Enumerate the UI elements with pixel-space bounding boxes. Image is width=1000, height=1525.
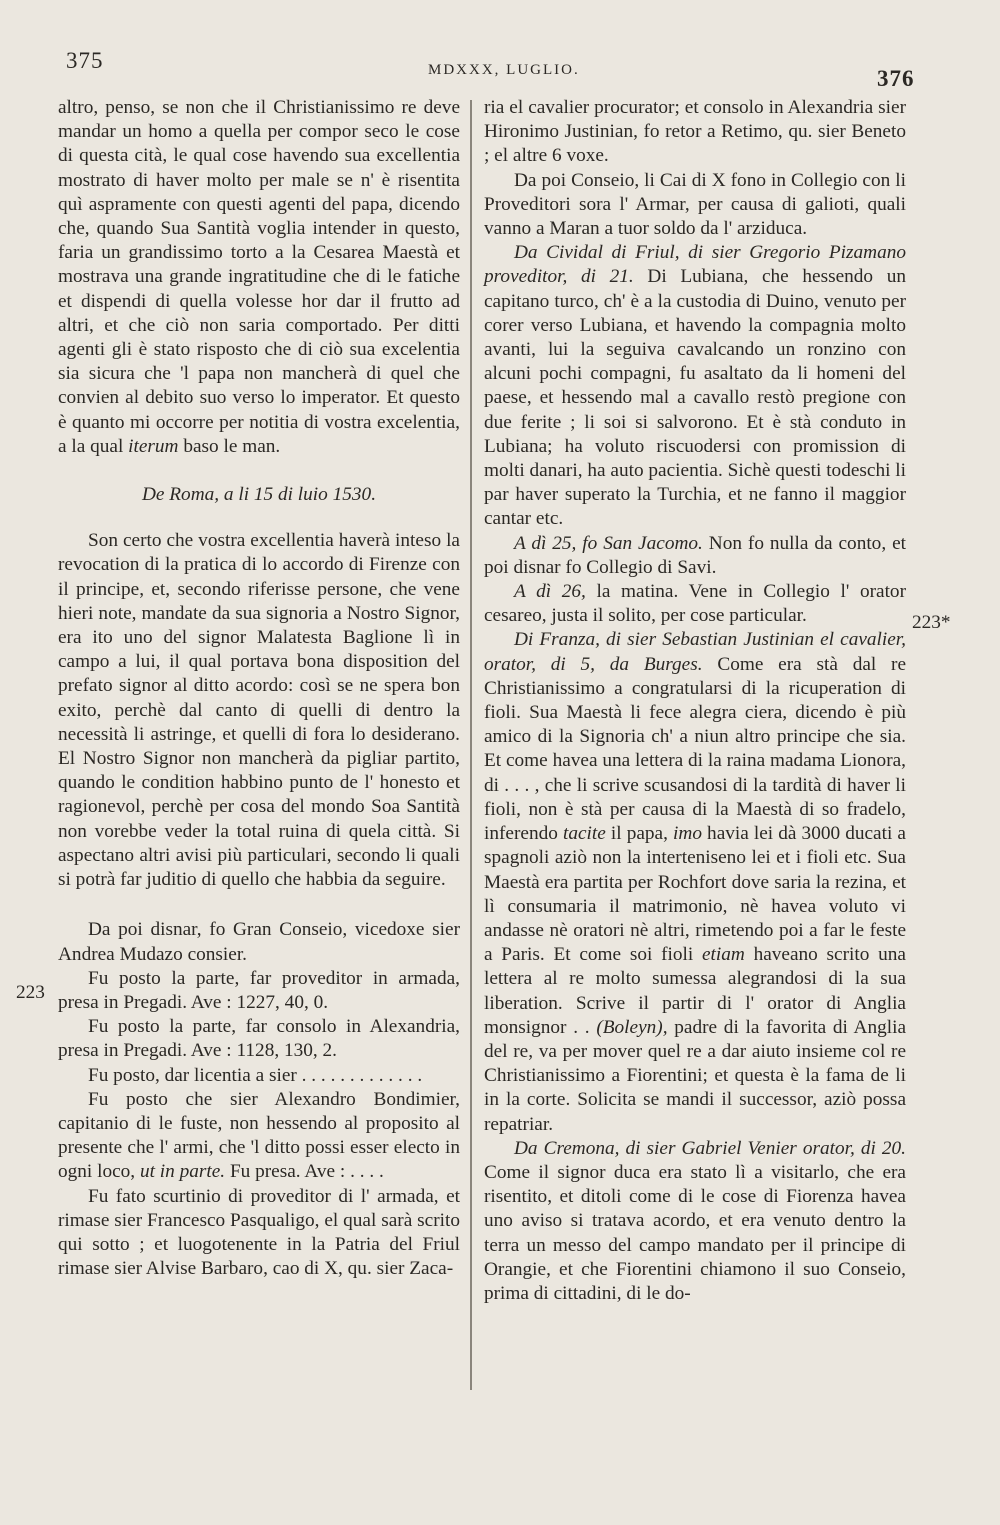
italic-text: Da Cremona, di sier Gabriel Venier orator, di 20. — [514, 1137, 906, 1159]
running-title: MDXXX, LUGLIO. — [428, 62, 580, 78]
paragraph: Fu posto la parte, far proveditor in armada, presa in Pregadi. Ave : 1227, 40, 0. — [58, 967, 460, 1013]
page-number-left: 375 — [66, 48, 104, 73]
italic-text: iterum — [128, 435, 179, 457]
italic-text: etiam — [701, 944, 745, 966]
text: haveano scrito una lettera al re molto sumessa alegrandosi di la sua liberation. Scrive il partir di l' orator di Anglia monsignor . . — [484, 944, 906, 1038]
page-header — [0, 40, 1000, 100]
text: Non fo nulla da conto, et poi disnar fo Collegio di Savi. — [484, 532, 906, 578]
italic-text: Da Cividal di Friul, di sier Gregorio Pizamano proveditor, di 21. — [484, 242, 906, 288]
text: havia lei dà 3000 ducati a spagnoli aziò non la interteniseno lei et i fioli etc. Sua Maestà era partita per Rochfort dove saria la rezina, et lì consumaria il matrimonio, nè havea voluto vi andasse nè oratori nè altri, rimetendo poi a far le feste a Paris. Et come soi fioli — [484, 823, 906, 966]
margin-number-left: 223 — [16, 982, 45, 1003]
text: Di Lubiana, che hessendo un capitano turco, ch' è a la custodia di Duino, venuto per corer verso Lubiana, et havendo la compagnia molto avanti, lui la seguiva cavalcando un ronzino con alcuni pochi compagni, fu asaltato da li homeni del paese, et hessendo mal a cavallo restò pregione con due ferite ; li soi si salvorono. Et è stà conduto in Lubiana; ha voluto riscuodersi con promission di molti danari, ha auto pacientia. Sichè questi todeschi li par haver superato la Turchia, et ne fanno il maggior cantar etc. — [484, 266, 907, 530]
paragraph — [484, 628, 906, 1136]
italic-text: A dì 26, — [514, 581, 586, 603]
italic-text: imo — [673, 823, 702, 845]
paragraph — [484, 241, 906, 531]
italic-text: ut in parte. — [139, 1161, 226, 1183]
dateline: De Roma, a li 15 di luio 1530. — [141, 484, 377, 506]
text: Come il signor duca era stato lì a visitarlo, che era risentito, et ditoli come di le cose di Fiorenza havea uno aviso si tratava acordo, et era venuto dentro la terra un messo del campo mandato per il principe di Orangie, et che Fiorentini chiamono il suo Conseio, prima di cittadini, di le do- — [484, 1161, 906, 1304]
left-column — [58, 96, 460, 1281]
paragraph — [484, 580, 906, 628]
italic-text: tacite — [562, 823, 606, 845]
paragraph: Fu fato scurtinio di proveditor di l' armada, et rimase sier Francesco Pasqualigo, el qual sarà scrito qui sotto ; et luogotenente in la Patria del Friul rimase sier Alvise Barbaro, cao di X, qu. sier Zaca- — [58, 1185, 460, 1280]
paragraph — [484, 1137, 906, 1306]
italic-text: Di Franza, di sier Sebastian Justinian el cavalier, orator, di 5, da Burges. — [484, 629, 906, 675]
page-number-right: 376 — [877, 66, 915, 91]
text: Come era stà dal re Christianissimo a congratularsi di la ricuperation di fioli. Sua Maestà li fece alegra ciera, dicendo è più amico di la Signoria ch' a niun altro principe che sia. Et come havea una lettera di la raina madama Lionora, di . . . , che li scrive scusandosi di la tardità di haver li fioli, non è stà per causa di la Maestà di so fradelo, inferendo — [484, 653, 907, 845]
paragraph: Son certo che vostra excellentia haverà inteso la revocation di la pratica di lo accordo di Firenze con il principe, et, secondo riferisse persone, che vene hieri note, mandate da sua signoria a Nostro Signor, era ito uno del signor Malatesta Baglione lì in campo a lui, il qual portava bona disposition del prefato signor al ditto acordo: così se ne spera bon exito, perchè dal canto di quelli di dentro la necessità li astringe, et quelli di fora lo desiderano. El Nostro Signor non mancherà da pigliar partito, quando le condition habbino punto de l' honesto et ragionevol, perchè per cosa del mondo Soa Santità non vorebbe veder la total ruina di quela città. Si aspectano altri avisi più particulari, secondo li quali si potrà far juditio di quello che habbia da seguire. — [58, 530, 460, 891]
paragraph: Fu posto la parte, far consolo in Alexandria, presa in Pregadi. Ave : 1128, 130, 2. — [58, 1016, 460, 1062]
paragraph: Fu posto, dar licentia a sier . . . . . . . . . . . . . — [88, 1064, 423, 1086]
text: Fu presa. Ave : . . . . — [229, 1161, 384, 1183]
italic-text: (Boleyn), — [596, 1016, 668, 1038]
text: il papa, — [610, 823, 668, 845]
paragraph: Da poi Conseio, li Cai di X fono in Collegio con li Proveditori sora l' Armar, per causa di galioti, quali vanno a Maran a tuor soldo da l' arziduca. — [484, 169, 906, 240]
text: Fu posto che sier Alexandro Bondimier, capitanio di le fuste, non hessendo al proposito al presente che l' armi, che 'l ditto possi esser electo in ogni loco, — [58, 1088, 460, 1183]
column-divider — [470, 100, 472, 1390]
paragraph: ria el cavalier procurator; et consolo in Alexandria sier Hironimo Justinian, fo retor a Retimo, qu. sier Beneto ; el altre 6 voxe. — [484, 97, 906, 167]
paragraph — [484, 532, 906, 580]
margin-number-right: 223* — [912, 612, 951, 633]
text: baso le man. — [183, 435, 281, 457]
paragraph — [58, 96, 460, 459]
right-column — [484, 96, 906, 1306]
text: padre di la favorita di Anglia del re, va per mover quel re a dar aiuto insieme col re Christianissimo a Fiorentini; et questa è la fama de li in la corte. Solicita se mandi il successor, aziò possa repatriar. — [484, 1016, 907, 1135]
italic-text: A dì 25, fo San Jacomo. — [514, 532, 703, 554]
paragraph — [58, 1088, 460, 1185]
paragraph: Da poi disnar, fo Gran Conseio, vicedoxe sier Andrea Mudazo consier. — [58, 919, 460, 965]
text: altro, penso, se non che il Christianissimo re deve mandar un homo a quella per compor seco le cose di questa cità, le qual cose havendo sua excellentia mostrato di haver molto per male se n' è risentita quì aspramente con questi agenti del papa, dicendo che, quando Sua Santità voglia intender in questo, faria un grandissimo torto a la Cesarea Maestà et mostrava una grande ingratitudine che di le fatiche et dispendi di quella volesse hor dar il frutto ad altri, et che ciò non saria comportado. Per ditti agenti gli è stato risposto che di ciò sua excelentia sia sicura che 'l papa non mancherà di quel che convien al debito suo verso lo imperator. Et questo è quanto mi occorre per notitia di vostra excelentia, a la qual — [58, 97, 460, 457]
text: la matina. Vene in Collegio l' orator cesareo, justa il solito, per cose particular. — [484, 581, 906, 627]
